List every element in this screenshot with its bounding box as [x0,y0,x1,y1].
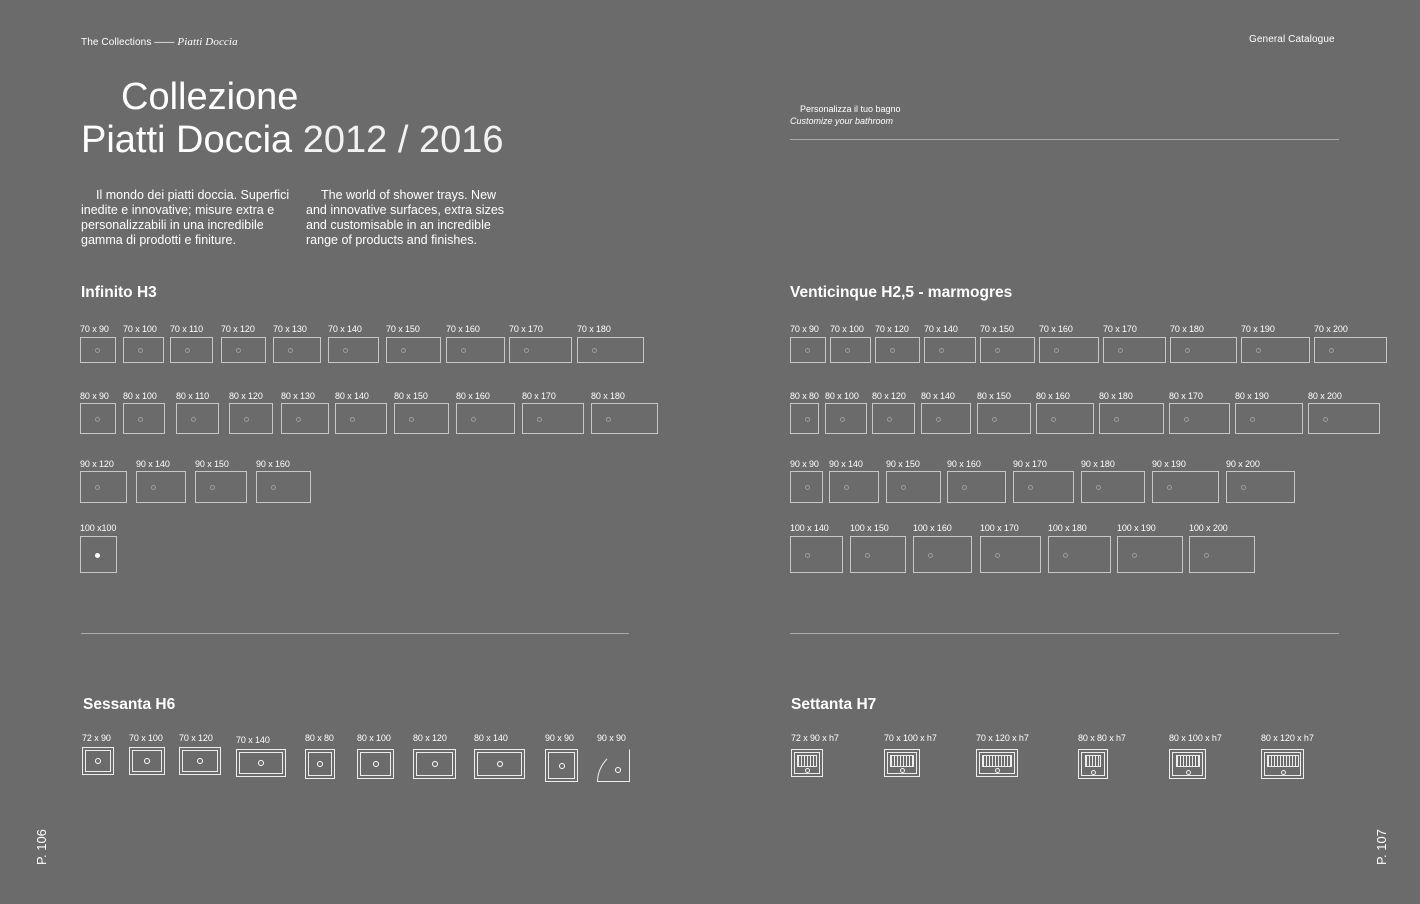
shower-tray-icon [474,749,525,779]
shower-tray-icon [545,749,578,782]
section-divider-right [790,633,1339,634]
shower-tray-outline [1170,337,1237,363]
shower-tray-outline [123,337,164,363]
size-label: 90 x 160 [947,459,981,469]
shower-tray-icon [129,747,165,775]
header-section-label: Piatti Doccia [177,36,238,48]
shower-tray-outline [509,337,572,363]
shower-tray-outline [281,403,329,434]
shower-tray-outline [335,403,387,434]
shower-tray-outline [176,403,219,434]
running-header-right: General Catalogue [1249,34,1335,45]
shower-tray-outline [921,403,971,434]
size-label: 80 x 170 [522,391,556,401]
shower-tray-outline [830,337,871,363]
shower-tray-outline [394,403,449,434]
size-label: 70 x 150 [386,324,420,334]
shower-tray-outline [80,536,117,573]
shower-tray-quadrant-icon [597,749,630,782]
size-label: 70 x 190 [1241,324,1275,334]
drain-grill-icon [797,755,817,767]
size-label: 80 x 90 [80,391,109,401]
intro-english-text: The world of shower trays. New and innovative surfaces, extra sizes and customisable in an incredible range of products and finishes. [306,188,505,247]
shower-tray-outline [872,403,915,434]
drain-grill-icon [890,755,914,767]
section-title-settanta: Settanta H7 [791,696,877,713]
shower-tray-outline [980,536,1041,573]
shower-tray-outline [80,403,116,434]
size-label: 80 x 110 [176,391,210,401]
shower-tray-outline [1226,471,1295,503]
drain-grill-icon [1085,755,1101,767]
shower-tray-grill-icon [1078,749,1108,779]
shower-tray-outline [977,403,1031,434]
tagline-divider [790,139,1339,140]
shower-tray-outline [1241,337,1310,363]
intro-italian-text: Il mondo dei piatti doccia. Superfici inedite e innovative; misure extra e personalizzabili in una incredibile gamma di prodotti e finiture. [81,188,290,247]
size-label: 80 x 170 [1169,391,1203,401]
size-label: 90 x 120 [80,459,114,469]
drain-grill-icon [982,755,1012,767]
shower-tray-outline [829,471,879,503]
shower-tray-outline [947,471,1006,503]
size-label: 80 x 150 [977,391,1011,401]
drain-icon [373,761,379,767]
page-title-line2 [81,119,504,162]
size-label: 70 x 170 [1103,324,1137,334]
section-title-venticinque: Venticinque H2,5 - marmogres [790,284,1013,301]
shower-tray-outline [1152,471,1219,503]
size-label: 90 x 90 [597,733,626,743]
shower-tray-outline [1048,536,1111,573]
shower-tray-outline [825,403,867,434]
size-label: 70 x 200 [1314,324,1348,334]
drain-icon [805,768,810,773]
intro-english [306,188,506,248]
size-label: 70 x 150 [980,324,1014,334]
drain-icon [995,768,1000,773]
shower-tray-grill-icon [976,749,1018,777]
shower-tray-outline [328,337,379,363]
tagline-italian: Personalizza il tuo bagno [800,104,901,114]
size-label: 90 x 150 [195,459,229,469]
shower-tray-outline [446,337,505,363]
size-label: 70 x 130 [273,324,307,334]
shower-tray-outline [980,337,1035,363]
shower-tray-outline [1013,471,1074,503]
tagline [790,104,901,127]
page-number-right: P. 107 [1374,829,1389,865]
shower-tray-outline [875,337,920,363]
size-label: 70 x 160 [446,324,480,334]
drain-icon [900,768,905,773]
drain-grill-icon [1267,755,1299,767]
size-label: 70 x 90 [80,324,109,334]
shower-tray-outline [1036,403,1094,434]
shower-tray-outline [1103,337,1166,363]
size-label: 100 x 160 [913,523,952,533]
size-label: 80 x 120 [413,733,447,743]
size-label: 90 x 140 [829,459,863,469]
drain-icon [1281,770,1286,775]
size-label: 80 x 80 x h7 [1078,733,1126,743]
page-title-years: 2012 / 2016 [302,119,504,161]
shower-tray-icon [82,747,114,775]
size-label: 72 x 90 x h7 [791,733,839,743]
page-title-collection: Piatti Doccia [81,119,293,161]
size-label: 90 x 90 [545,733,574,743]
size-label: 70 x 100 [129,733,163,743]
size-label: 100 x100 [80,523,117,533]
shower-tray-outline [195,471,247,503]
size-label: 70 x 90 [790,324,819,334]
size-label: 90 x 90 [790,459,819,469]
page-title-line1: Collezione [121,76,299,118]
shower-tray-outline [591,403,658,434]
size-label: 70 x 140 [236,735,270,745]
shower-tray-grill-icon [1169,749,1206,779]
size-label: 70 x 120 [875,324,909,334]
section-title-sessanta: Sessanta H6 [83,696,176,713]
size-label: 90 x 170 [1013,459,1047,469]
size-label: 100 x 170 [980,523,1019,533]
size-label: 70 x 140 [924,324,958,334]
size-label: 80 x 160 [456,391,490,401]
drain-icon [317,761,323,767]
size-label: 80 x 120 x h7 [1261,733,1314,743]
drain-icon [432,761,438,767]
size-label: 70 x 160 [1039,324,1073,334]
size-label: 100 x 150 [850,523,889,533]
size-label: 100 x 190 [1117,523,1156,533]
size-label: 70 x 120 [179,733,213,743]
drain-icon [615,767,621,773]
size-label: 90 x 200 [1226,459,1260,469]
shower-tray-outline [456,403,515,434]
size-label: 70 x 120 [221,324,255,334]
shower-tray-outline [80,337,116,363]
shower-tray-outline [790,471,823,503]
shower-tray-outline [913,536,972,573]
shower-tray-icon [305,749,335,779]
size-label: 80 x 80 [790,391,819,401]
shower-tray-outline [170,337,213,363]
size-label: 100 x 200 [1189,523,1228,533]
section-title-infinito: Infinito H3 [81,284,157,301]
shower-tray-outline [1039,337,1099,363]
size-label: 90 x 180 [1081,459,1115,469]
shower-tray-outline [850,536,906,573]
shower-tray-outline [221,337,266,363]
size-label: 80 x 180 [591,391,625,401]
tagline-english: Customize your bathroom [790,115,894,126]
size-label: 80 x 100 x h7 [1169,733,1222,743]
size-label: 80 x 180 [1099,391,1133,401]
shower-tray-outline [1081,471,1145,503]
running-header-left [81,36,238,48]
size-label: 70 x 100 x h7 [884,733,937,743]
shower-tray-icon [236,749,286,777]
drain-icon [497,761,503,767]
shower-tray-outline [924,337,976,363]
drain-icon [1186,770,1191,775]
size-label: 80 x 140 [335,391,369,401]
shower-tray-outline [123,403,165,434]
size-label: 70 x 180 [1170,324,1204,334]
shower-tray-outline [386,337,441,363]
shower-tray-outline [1117,536,1183,573]
shower-tray-outline [256,471,311,503]
size-label: 80 x 160 [1036,391,1070,401]
size-label: 80 x 80 [305,733,334,743]
drain-icon [144,758,150,764]
shower-tray-outline [1308,403,1380,434]
shower-tray-grill-icon [791,749,823,777]
size-label: 80 x 190 [1235,391,1269,401]
size-label: 70 x 120 x h7 [976,733,1029,743]
shower-tray-outline [790,403,819,434]
size-label: 70 x 100 [123,324,157,334]
size-label: 70 x 110 [170,324,204,334]
size-label: 100 x 140 [790,523,829,533]
size-label: 80 x 120 [229,391,263,401]
shower-tray-icon [179,747,221,775]
shower-tray-outline [1169,403,1230,434]
size-label: 100 x 180 [1048,523,1087,533]
shower-tray-outline [229,403,273,434]
intro-italian [81,188,296,248]
size-label: 80 x 200 [1308,391,1342,401]
drain-icon [197,758,203,764]
drain-icon [258,760,264,766]
shower-tray-outline [522,403,584,434]
size-label: 80 x 140 [474,733,508,743]
shower-tray-outline [80,471,127,503]
shower-tray-outline [1314,337,1387,363]
size-label: 80 x 150 [394,391,428,401]
size-label: 80 x 140 [921,391,955,401]
shower-tray-outline [136,471,186,503]
shower-tray-outline [790,337,826,363]
drain-icon [559,763,565,769]
shower-tray-grill-icon [1261,749,1304,779]
shower-tray-outline [1099,403,1164,434]
size-label: 80 x 100 [825,391,859,401]
shower-tray-outline [577,337,644,363]
drain-icon [95,758,101,764]
shower-tray-icon [357,749,394,779]
drain-grill-icon [1176,755,1200,767]
drain-icon [1091,770,1096,775]
size-label: 80 x 100 [357,733,391,743]
shower-tray-icon [413,749,456,779]
size-label: 70 x 100 [830,324,864,334]
size-label: 90 x 190 [1152,459,1186,469]
shower-tray-outline [273,337,321,363]
shower-tray-outline [1235,403,1303,434]
header-dash: —— [154,37,175,48]
size-label: 70 x 170 [509,324,543,334]
size-label: 72 x 90 [82,733,111,743]
size-label: 80 x 100 [123,391,157,401]
shower-tray-outline [1189,536,1255,573]
size-label: 70 x 180 [577,324,611,334]
size-label: 90 x 160 [256,459,290,469]
header-collections-label: The Collections [81,37,152,48]
size-label: 80 x 130 [281,391,315,401]
shower-tray-grill-icon [884,749,920,777]
page-number-left: P. 106 [34,829,49,865]
shower-tray-outline [886,471,941,503]
size-label: 80 x 120 [872,391,906,401]
size-label: 90 x 140 [136,459,170,469]
shower-tray-outline [790,536,843,573]
size-label: 90 x 150 [886,459,920,469]
section-divider-left [81,633,629,634]
size-label: 70 x 140 [328,324,362,334]
